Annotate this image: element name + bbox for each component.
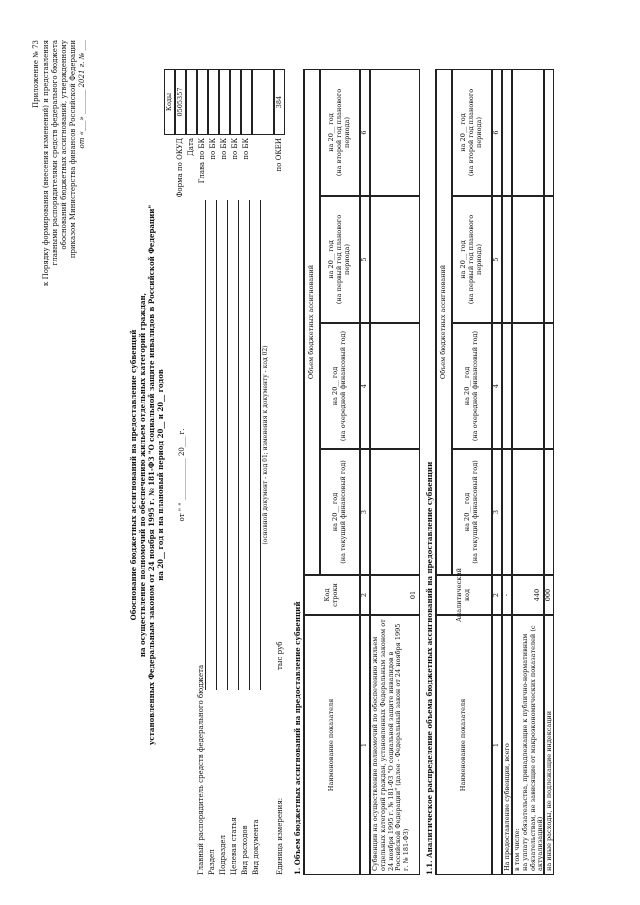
s1-num-1: 1 <box>360 615 370 875</box>
s11-num-6: 6 <box>492 69 502 196</box>
s11-h-y4-label: на 20__ год <box>459 113 468 152</box>
unit-value: тыс руб <box>276 641 284 670</box>
s11-row-2-y3 <box>512 196 544 323</box>
s11-row-2-y2 <box>512 323 544 449</box>
field-razdel-line <box>216 200 217 690</box>
s1-h-y1 <box>320 449 360 575</box>
s1-num-6: 6 <box>360 69 370 196</box>
s11-row-3-y3 <box>544 196 554 323</box>
s1-row-y1 <box>370 449 420 575</box>
appendix-line-1: Приложение № 73 <box>32 40 40 108</box>
s1-row-y4 <box>370 69 420 196</box>
okei-label: по ОКЕИ <box>275 138 283 172</box>
s1-row-y2 <box>370 323 420 449</box>
s1-h-y4-label: на 20__ год <box>327 113 336 152</box>
field-gr: Главный распорядитель средств федерального бюджета <box>197 664 205 875</box>
s11-h-y1-sub: (на текущий финансовый год) <box>471 460 479 564</box>
field-vd: Вид документа <box>252 819 260 875</box>
s1-h-y1-sub: (на текущий финансовый год) <box>339 460 347 564</box>
field-vr-line <box>249 200 250 690</box>
s11-h-volume: Объем бюджетных ассигнований <box>436 69 452 575</box>
s1-row-y3 <box>370 196 420 323</box>
bk-label-4: по БК <box>242 138 250 160</box>
date-value <box>186 69 197 135</box>
appendix-line-5: приказом Министерства финансов Российской Федерации <box>69 40 77 259</box>
appendix-line-3: главными распорядителями средств федерального бюджета <box>51 40 59 266</box>
s1-h-y2-sub: (на очередной финансовый год) <box>339 330 347 442</box>
appendix-date: от «___» _______ 2021 г. № ___ <box>78 40 86 149</box>
s11-num-1: 1 <box>492 615 502 875</box>
doc-note: (основной документ - код 01; изменения к документу - код 02) <box>262 345 269 545</box>
field-cs-line <box>238 200 239 690</box>
form-label: Форма по ОКУД <box>176 138 184 198</box>
field-podrazdel-line <box>227 200 228 690</box>
section1-title: 1. Объем бюджетных ассигнований на предоставление субвенций <box>293 601 302 875</box>
field-gr-line <box>205 200 206 690</box>
okei-value: 384 <box>274 69 285 135</box>
s11-h-y4-sub: (на второй год планового периода) <box>467 88 483 177</box>
s11-h-y3 <box>452 196 492 323</box>
codes-header: Коды <box>164 69 175 135</box>
s11-h-y2-label: на 20__ год <box>463 366 472 406</box>
s11-row-1-code: - <box>502 575 512 615</box>
s11-row-3-name: на иные расходы, не подлежащие индексации <box>544 615 554 875</box>
s11-row-2-name <box>512 615 544 875</box>
s11-row-2-y4 <box>512 69 544 196</box>
s11-row-1-name: На предоставление субвенции, всего <box>502 615 512 875</box>
form-value: 0505357 <box>175 69 186 135</box>
bk-label-2: по БК <box>220 138 228 160</box>
bk-value-4 <box>241 69 252 135</box>
title-line-4: на 20__ год и на плановый период 20__ и 20__ годов <box>156 369 165 581</box>
s1-h-y3 <box>320 196 360 323</box>
s1-h-code: Код строки <box>304 575 360 615</box>
s11-h-y3-sub: (на первый год планового периода) <box>467 214 483 305</box>
s1-h-y2-label: на 20__ год <box>331 366 340 406</box>
s1-row-code: 01 <box>370 575 420 615</box>
section11-title: 1.1. Аналитическое распределение объема бюджетных ассигнований на предоставление субвенции <box>425 461 434 875</box>
s11-h-y2-sub: (на очередной финансовый год) <box>471 330 479 442</box>
s1-h-y4-sub: (на второй год планового периода) <box>335 88 351 177</box>
s11-row-1-y1 <box>502 449 512 575</box>
s11-row-3-y2 <box>544 323 554 449</box>
s1-num-4: 4 <box>360 323 370 449</box>
s1-h-y2 <box>320 323 360 449</box>
s11-h-y3-label: на 20__ год <box>459 240 468 279</box>
bk-value-2 <box>219 69 230 135</box>
s11-row-3-y1 <box>544 449 554 575</box>
s1-row-name: Субвенции на осуществление полномочий по обеспечению жильем отдельных категорий граждан, установленных Федеральным законом от 24 ноября 1995 г. № 181-ФЗ "О социальной защите инвалидов в Российской Федерации" (далее - Федеральный закон от 24 ноября 1995 г. № 181-ФЗ) <box>370 615 420 875</box>
glava-value <box>197 69 208 135</box>
s11-row-3-y4 <box>544 69 554 196</box>
field-cs: Целевая статья <box>230 817 238 875</box>
s11-row-2-text: на уплату обязательства, принадлежащие к публично-нормативным обязательствам, не зависящие от макроэкономических показателей (с актуализацией) <box>520 625 545 871</box>
field-razdel: Раздел <box>208 849 216 875</box>
s1-h-volume: Объем бюджетных ассигнований <box>304 69 320 575</box>
s1-num-2: 2 <box>360 575 370 615</box>
s11-row-2-code: 440 <box>512 575 544 615</box>
s11-row-2-intro: в том числе: <box>513 828 521 871</box>
s11-h-indicator: Наименование показателя <box>436 615 492 875</box>
s11-h-y1 <box>452 449 492 575</box>
title-line-3: установленных Федеральным законом от 24 ноября 1995 г. № 181-ФЗ "О социальной защите инвалидов в Российской Федерации" <box>147 204 156 746</box>
s1-h-y3-label: на 20__ год <box>327 240 336 279</box>
glava-label: Глава по БК <box>198 138 206 184</box>
bk-value-1 <box>208 69 219 135</box>
s11-num-5: 5 <box>492 196 502 323</box>
title-line-2: на осуществление полномочий по обеспечению жильем отдельных категорий граждан, <box>138 292 147 658</box>
field-podrazdel: Подраздел <box>219 834 227 875</box>
s11-row-1-y3 <box>502 196 512 323</box>
s1-h-indicator: Наименование показателя <box>304 615 360 875</box>
s11-num-2: 2 <box>492 575 502 615</box>
date-label: Дата <box>187 138 195 156</box>
field-vr: Вид расходов <box>241 825 249 875</box>
s1-num-5: 5 <box>360 196 370 323</box>
s11-row-1-y2 <box>502 323 512 449</box>
s11-row-1-y4 <box>502 69 512 196</box>
s11-h-y1-label: на 20__ год <box>463 492 472 532</box>
field-vd-line <box>260 200 261 690</box>
title-line-1: Обоснование бюджетных ассигнований на предоставление субвенций <box>129 329 138 621</box>
s1-h-y4 <box>320 69 360 196</box>
bk-label-3: по БК <box>231 138 239 160</box>
s11-h-y2 <box>452 323 492 449</box>
blank-value <box>252 69 274 135</box>
appendix-line-4: обоснований бюджетных ассигнований, утвержденному <box>60 40 68 250</box>
s11-h-code: Аналитический код <box>436 575 492 615</box>
bk-label-1: по БК <box>209 138 217 160</box>
bk-value-3 <box>230 69 241 135</box>
s1-h-y3-sub: (на первый год планового периода) <box>335 214 351 305</box>
s11-h-y4 <box>452 69 492 196</box>
appendix-line-2: к Порядку формирования (внесения изменений) и представления <box>42 40 50 286</box>
unit-label: Единица измерения: <box>276 797 284 875</box>
s1-num-3: 3 <box>360 449 370 575</box>
title-date: от " " ____________ 20___ г. <box>178 428 186 522</box>
s1-h-y1-label: на 20__ год <box>331 492 340 532</box>
s11-row-3-code: 000 <box>544 575 554 615</box>
s11-row-2-y1 <box>512 449 544 575</box>
s11-num-3: 3 <box>492 449 502 575</box>
s11-num-4: 4 <box>492 323 502 449</box>
